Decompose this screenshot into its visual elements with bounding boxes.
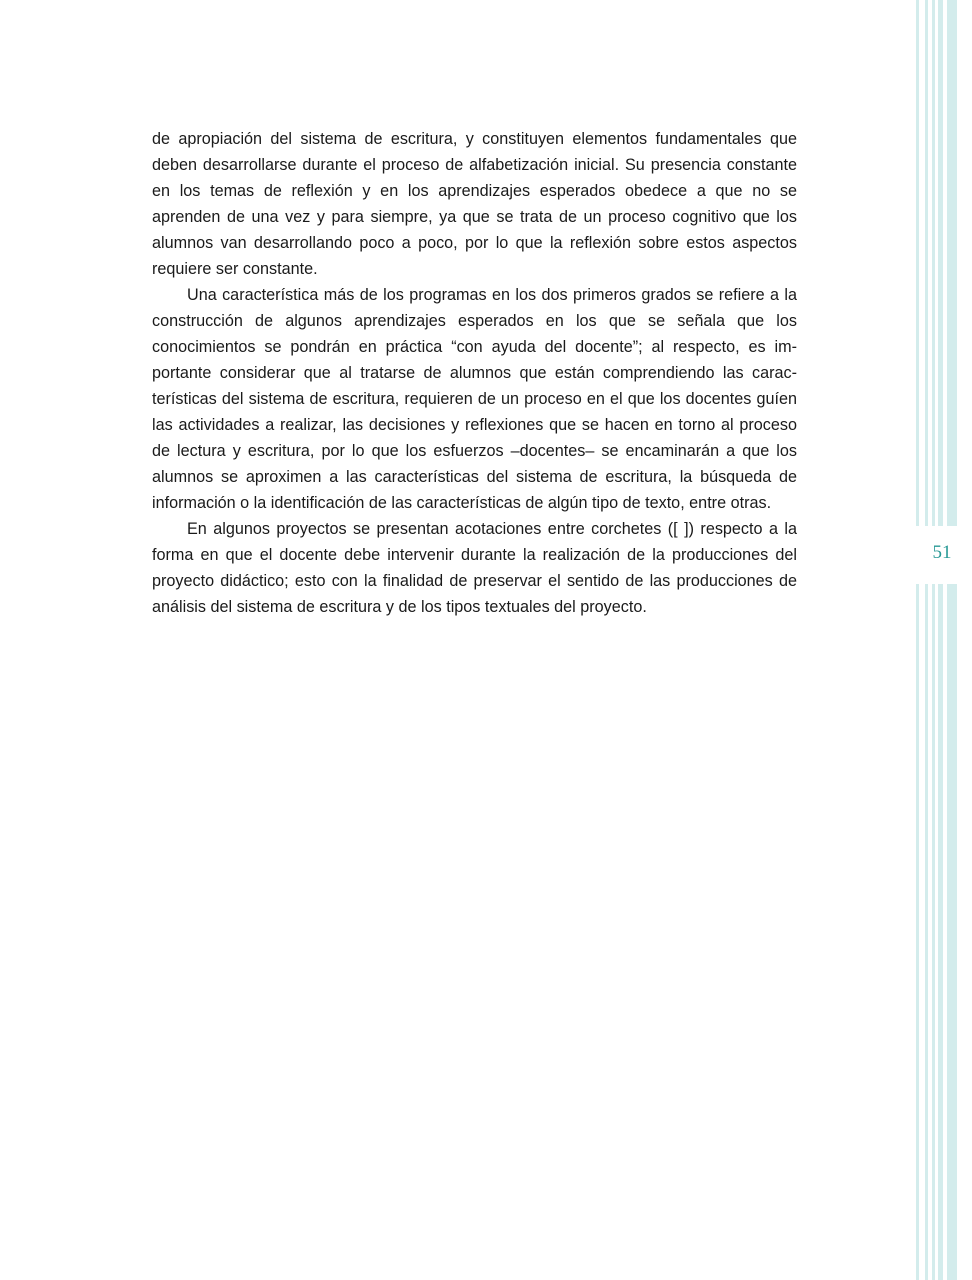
paragraph-3: En algunos proyectos se presentan acotaciones entre corchetes ([ ]) respecto a la forma en que el docente debe intervenir durante la realización de la producciones del proyecto didáctico; esto con la finalidad de preservar el sentido de las producciones de análisis del sistema de escritura y de los tipos textuales del proyecto. bbox=[152, 520, 797, 616]
paragraph-2: Una característica más de los programas en los dos primeros grados se refiere a la construcción de algunos aprendizajes esperados en los que se señala que los conocimientos se pondrán en práctica “con ayuda del docente”; al respecto, es importante considerar que al tratarse de alumnos que están comprendiendo las características del sistema de escritura, requieren de un proceso en el que los docentes guíen las actividades a realizar, las decisiones y reflexiones que se hacen en torno al proceso de lectura y escritura, por lo que los esfuerzos –docentes– se encaminarán a que los alumnos se aproximen a las características del sistema de escritura, la búsqueda de información o la identificación de las características de algún tipo de texto, entre otras. bbox=[152, 286, 797, 512]
page-number: 51 bbox=[932, 542, 952, 563]
body-text bbox=[152, 126, 797, 620]
paragraph-1: de apropiación del sistema de escritura, y constituyen elementos fundamentales que deben desarrollarse durante el proceso de alfabetización inicial. Su presencia constante en los temas de reflexión y en los aprendizajes esperados obedece a que no se aprenden de una vez y para siempre, ya que se trata de un proceso cognitivo que los alumnos van desarrollando poco a poco, por lo que la reflexión sobre estos aspectos requiere ser constante. bbox=[152, 130, 797, 278]
